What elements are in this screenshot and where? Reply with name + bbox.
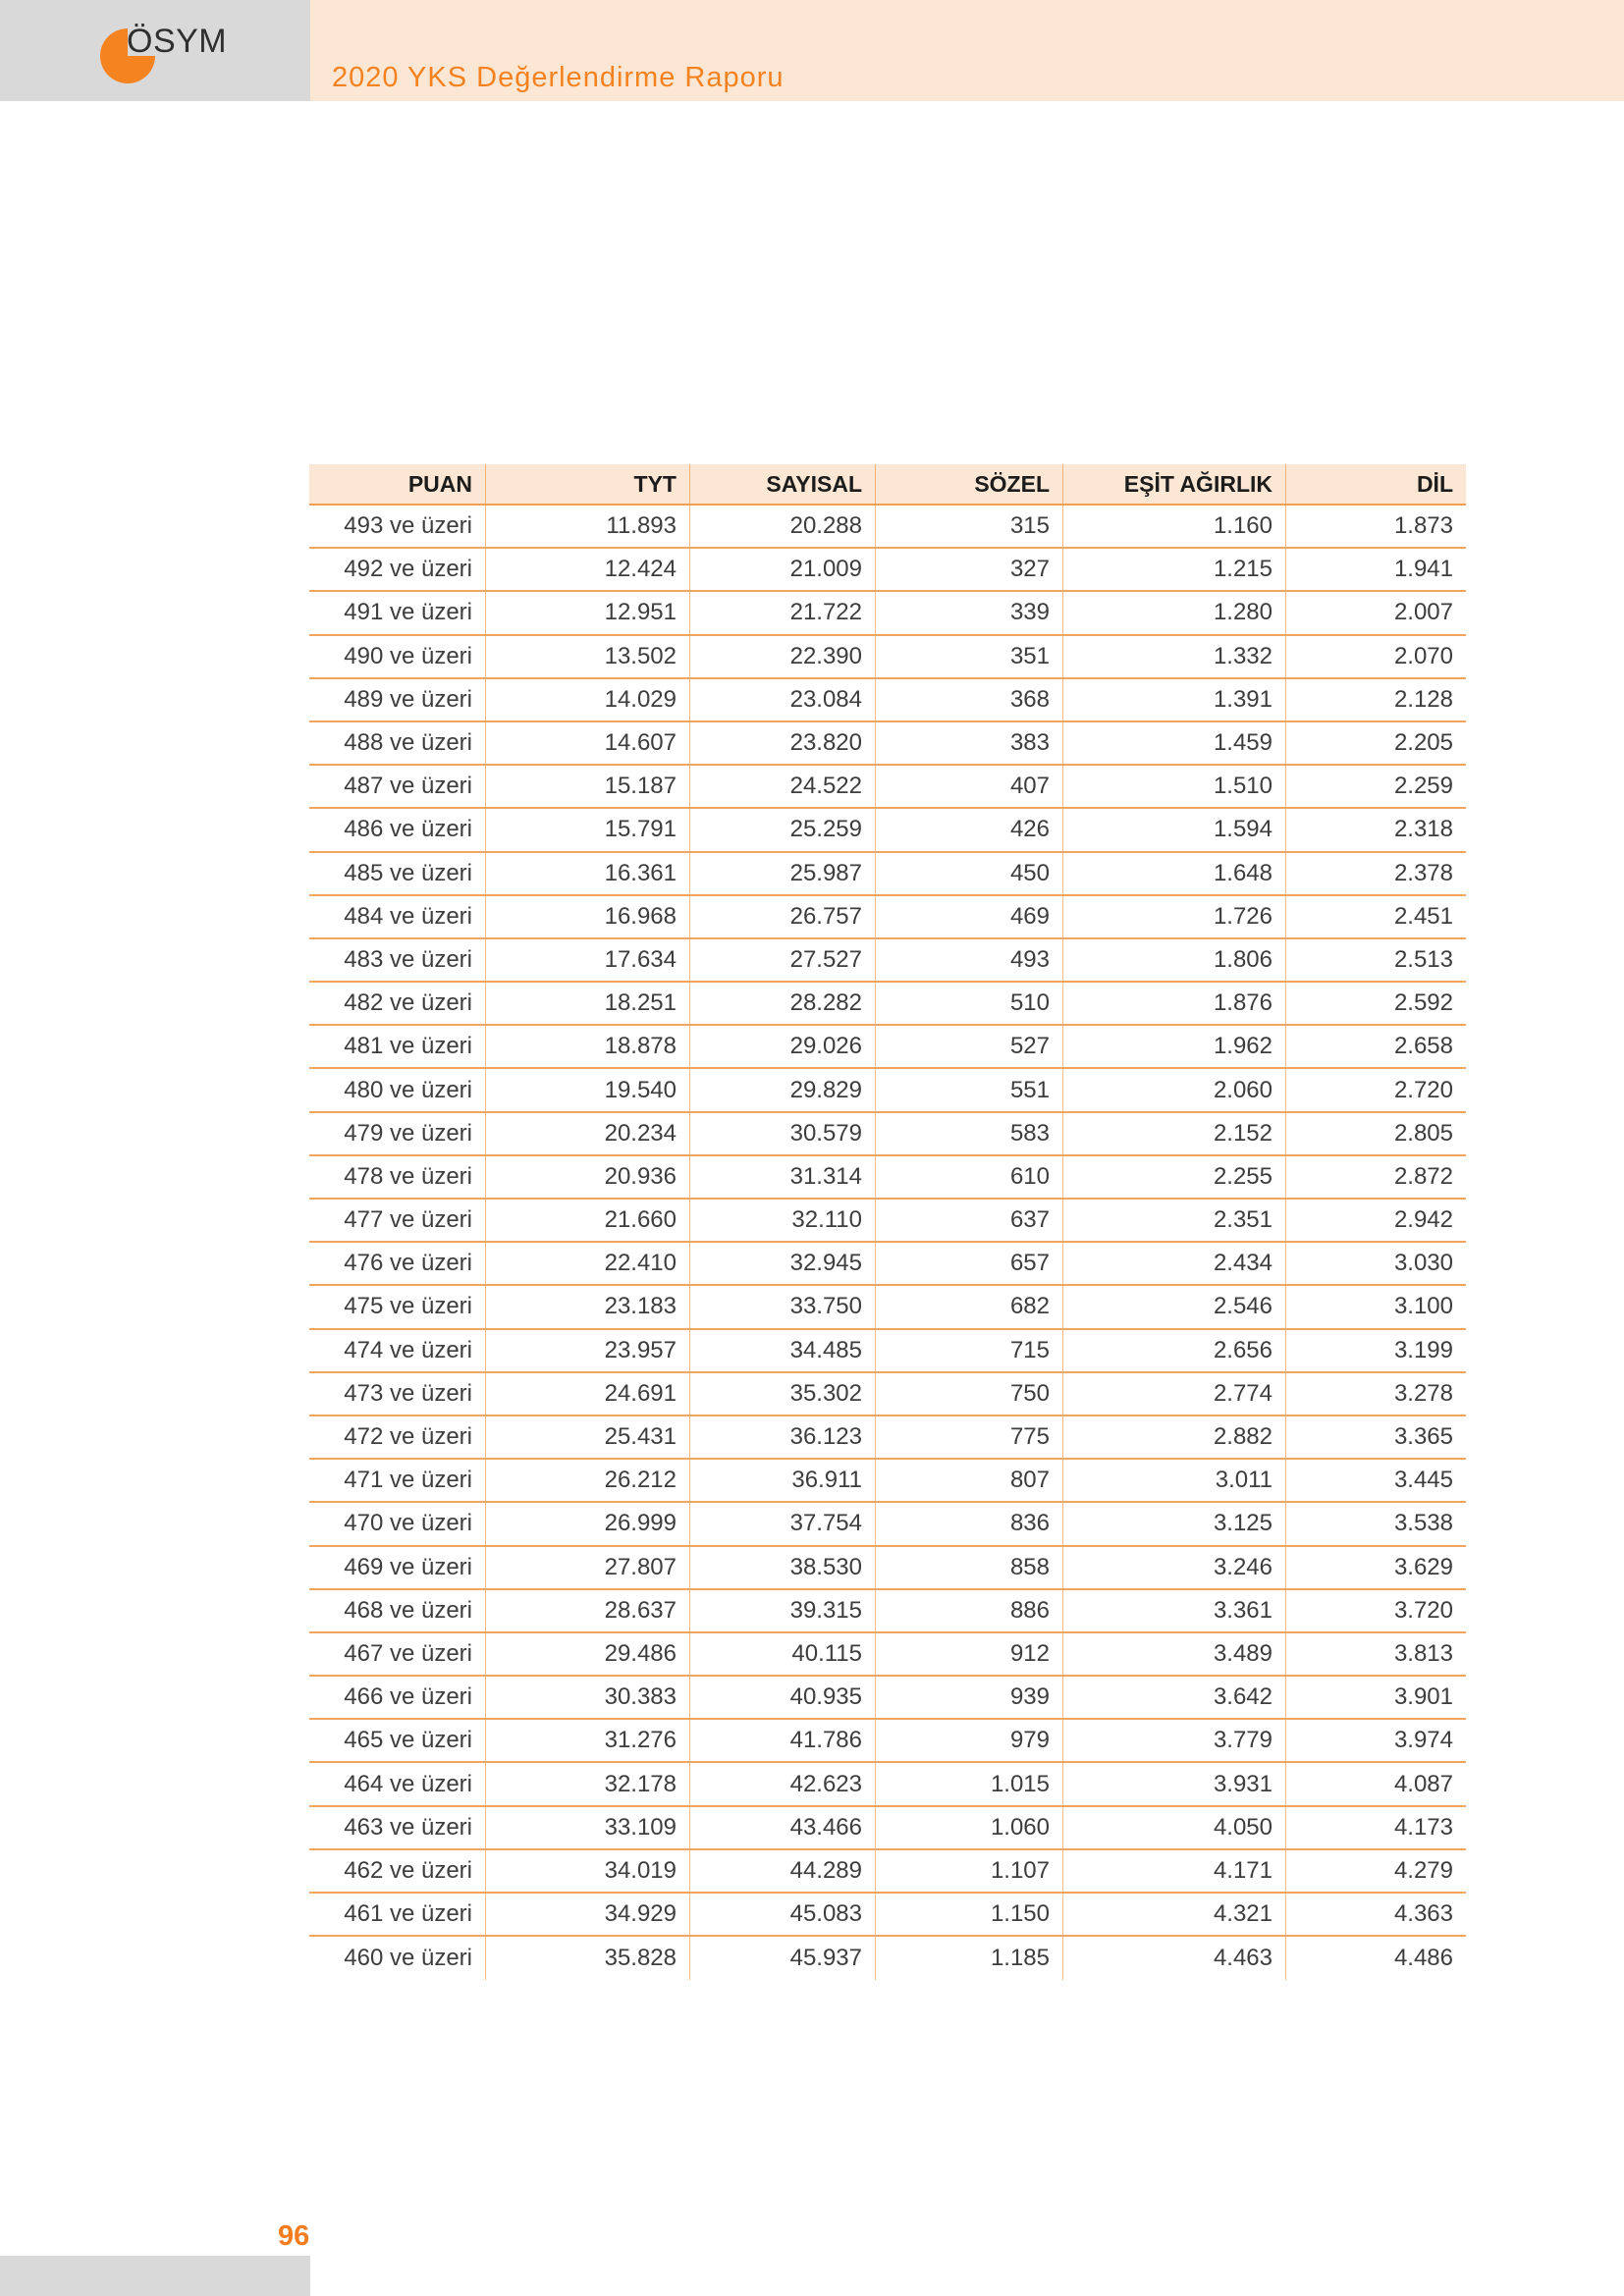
count-cell: 18.878 xyxy=(486,1026,690,1069)
report-title: 2020 YKS Değerlendirme Raporu xyxy=(332,62,785,93)
count-cell: 31.276 xyxy=(486,1720,690,1763)
score-range-cell: 475 ve üzeri xyxy=(309,1286,486,1329)
osym-logo-text: ÖSYM xyxy=(127,23,228,60)
table-row xyxy=(309,1026,1466,1069)
count-cell: 339 xyxy=(876,592,1063,635)
count-cell: 3.901 xyxy=(1286,1677,1466,1720)
count-cell: 12.424 xyxy=(486,549,690,592)
count-cell: 35.302 xyxy=(690,1373,876,1416)
count-cell: 45.937 xyxy=(690,1937,876,1980)
footer-gray-bar xyxy=(0,2256,310,2296)
count-cell: 22.410 xyxy=(486,1243,690,1286)
count-cell: 36.123 xyxy=(690,1416,876,1460)
table-row xyxy=(309,1807,1466,1850)
count-cell: 2.351 xyxy=(1063,1200,1286,1243)
table-row xyxy=(309,939,1466,983)
count-cell: 20.936 xyxy=(486,1156,690,1200)
table-row xyxy=(309,1373,1466,1416)
score-range-cell: 478 ve üzeri xyxy=(309,1156,486,1200)
score-range-cell: 466 ve üzeri xyxy=(309,1677,486,1720)
count-cell: 510 xyxy=(876,983,1063,1026)
count-cell: 3.813 xyxy=(1286,1633,1466,1677)
count-cell: 16.361 xyxy=(486,853,690,896)
table-row xyxy=(309,1850,1466,1894)
count-cell: 22.390 xyxy=(690,636,876,679)
score-range-cell: 484 ve üzeri xyxy=(309,896,486,939)
count-cell: 527 xyxy=(876,1026,1063,1069)
count-cell: 16.968 xyxy=(486,896,690,939)
count-cell: 45.083 xyxy=(690,1894,876,1937)
count-cell: 14.029 xyxy=(486,679,690,722)
count-cell: 383 xyxy=(876,722,1063,766)
count-cell: 3.011 xyxy=(1063,1460,1286,1503)
count-cell: 1.215 xyxy=(1063,549,1286,592)
count-cell: 858 xyxy=(876,1547,1063,1590)
count-cell: 351 xyxy=(876,636,1063,679)
count-cell: 30.383 xyxy=(486,1677,690,1720)
count-cell: 28.282 xyxy=(690,983,876,1026)
table-row xyxy=(309,1330,1466,1373)
score-range-cell: 485 ve üzeri xyxy=(309,853,486,896)
count-cell: 13.502 xyxy=(486,636,690,679)
score-range-cell: 474 ve üzeri xyxy=(309,1330,486,1373)
count-cell: 34.485 xyxy=(690,1330,876,1373)
count-cell: 12.951 xyxy=(486,592,690,635)
count-cell: 1.332 xyxy=(1063,636,1286,679)
column-header: SÖZEL xyxy=(876,464,1063,506)
table-row xyxy=(309,1156,1466,1200)
count-cell: 19.540 xyxy=(486,1069,690,1112)
count-cell: 15.791 xyxy=(486,809,690,852)
count-cell: 2.318 xyxy=(1286,809,1466,852)
count-cell: 24.522 xyxy=(690,766,876,809)
score-range-cell: 492 ve üzeri xyxy=(309,549,486,592)
count-cell: 25.431 xyxy=(486,1416,690,1460)
count-cell: 1.107 xyxy=(876,1850,1063,1894)
column-header: TYT xyxy=(486,464,690,506)
count-cell: 2.882 xyxy=(1063,1416,1286,1460)
count-cell: 407 xyxy=(876,766,1063,809)
count-cell: 1.150 xyxy=(876,1894,1063,1937)
score-range-cell: 460 ve üzeri xyxy=(309,1937,486,1980)
count-cell: 807 xyxy=(876,1460,1063,1503)
score-table-head xyxy=(309,464,1466,506)
score-range-cell: 462 ve üzeri xyxy=(309,1850,486,1894)
count-cell: 979 xyxy=(876,1720,1063,1763)
count-cell: 4.463 xyxy=(1063,1937,1286,1980)
table-row xyxy=(309,1590,1466,1633)
count-cell: 35.828 xyxy=(486,1937,690,1980)
count-cell: 3.445 xyxy=(1286,1460,1466,1503)
count-cell: 18.251 xyxy=(486,983,690,1026)
score-range-cell: 469 ve üzeri xyxy=(309,1547,486,1590)
count-cell: 1.876 xyxy=(1063,983,1286,1026)
count-cell: 1.941 xyxy=(1286,549,1466,592)
count-cell: 3.931 xyxy=(1063,1763,1286,1806)
table-row xyxy=(309,1763,1466,1806)
count-cell: 775 xyxy=(876,1416,1063,1460)
count-cell: 3.974 xyxy=(1286,1720,1466,1763)
count-cell: 15.187 xyxy=(486,766,690,809)
score-range-cell: 493 ve üzeri xyxy=(309,506,486,549)
count-cell: 43.466 xyxy=(690,1807,876,1850)
table-row xyxy=(309,1503,1466,1546)
count-cell: 750 xyxy=(876,1373,1063,1416)
count-cell: 3.489 xyxy=(1063,1633,1286,1677)
count-cell: 469 xyxy=(876,896,1063,939)
count-cell: 2.592 xyxy=(1286,983,1466,1026)
count-cell: 2.451 xyxy=(1286,896,1466,939)
count-cell: 32.178 xyxy=(486,1763,690,1806)
count-cell: 1.280 xyxy=(1063,592,1286,635)
column-header: PUAN xyxy=(309,464,486,506)
count-cell: 26.212 xyxy=(486,1460,690,1503)
count-cell: 23.183 xyxy=(486,1286,690,1329)
count-cell: 327 xyxy=(876,549,1063,592)
column-header: EŞİT AĞIRLIK xyxy=(1063,464,1286,506)
table-row xyxy=(309,1286,1466,1329)
count-cell: 4.321 xyxy=(1063,1894,1286,1937)
count-cell: 682 xyxy=(876,1286,1063,1329)
count-cell: 368 xyxy=(876,679,1063,722)
count-cell: 4.486 xyxy=(1393,1945,1453,1972)
count-cell: 29.486 xyxy=(486,1633,690,1677)
count-cell: 34.929 xyxy=(486,1894,690,1937)
count-cell: 3.779 xyxy=(1063,1720,1286,1763)
score-range-cell: 486 ve üzeri xyxy=(309,809,486,852)
count-cell: 2.007 xyxy=(1286,592,1466,635)
count-cell: 493 xyxy=(876,939,1063,983)
table-row xyxy=(309,1460,1466,1503)
count-cell: 836 xyxy=(876,1503,1063,1546)
table-row xyxy=(309,1894,1466,1937)
count-cell: 2.434 xyxy=(1063,1243,1286,1286)
score-range-cell: 477 ve üzeri xyxy=(309,1200,486,1243)
count-cell: 40.935 xyxy=(690,1677,876,1720)
count-cell: 27.807 xyxy=(486,1547,690,1590)
count-cell: 3.100 xyxy=(1286,1286,1466,1329)
count-cell: 4.050 xyxy=(1063,1807,1286,1850)
count-cell: 29.026 xyxy=(690,1026,876,1069)
table-row xyxy=(309,636,1466,679)
count-cell: 41.786 xyxy=(690,1720,876,1763)
count-cell: 657 xyxy=(876,1243,1063,1286)
count-cell: 3.246 xyxy=(1063,1547,1286,1590)
count-cell: 37.754 xyxy=(690,1503,876,1546)
score-range-cell: 470 ve üzeri xyxy=(309,1503,486,1546)
count-cell: 25.259 xyxy=(690,809,876,852)
count-cell: 2.513 xyxy=(1286,939,1466,983)
score-range-cell: 483 ve üzeri xyxy=(309,939,486,983)
count-cell: 17.634 xyxy=(486,939,690,983)
count-cell: 20.288 xyxy=(690,506,876,549)
count-cell: 3.629 xyxy=(1286,1547,1466,1590)
score-range-cell: 473 ve üzeri xyxy=(309,1373,486,1416)
header-gray-panel xyxy=(0,0,310,101)
count-cell: 3.030 xyxy=(1286,1243,1466,1286)
score-range-cell: 491 ve üzeri xyxy=(309,592,486,635)
table-row xyxy=(309,1720,1466,1763)
score-range-cell: 472 ve üzeri xyxy=(309,1416,486,1460)
table-row xyxy=(309,549,1466,592)
count-cell: 886 xyxy=(876,1590,1063,1633)
count-cell: 1.806 xyxy=(1063,939,1286,983)
count-cell: 32.945 xyxy=(690,1243,876,1286)
count-cell: 36.911 xyxy=(690,1460,876,1503)
count-cell: 637 xyxy=(876,1200,1063,1243)
count-cell: 1.510 xyxy=(1063,766,1286,809)
header-peach-panel xyxy=(310,0,1624,101)
count-cell: 39.315 xyxy=(690,1590,876,1633)
count-cell: 583 xyxy=(876,1113,1063,1156)
table-row xyxy=(309,853,1466,896)
count-cell: 1.160 xyxy=(1063,506,1286,549)
score-range-cell: 464 ve üzeri xyxy=(309,1763,486,1806)
count-cell: 2.774 xyxy=(1063,1373,1286,1416)
count-cell: 1.873 xyxy=(1286,506,1466,549)
count-cell: 2.378 xyxy=(1286,853,1466,896)
count-cell: 30.579 xyxy=(690,1113,876,1156)
table-row xyxy=(309,506,1466,549)
count-cell: 33.109 xyxy=(486,1807,690,1850)
score-range-cell: 463 ve üzeri xyxy=(309,1807,486,1850)
count-cell: 4.087 xyxy=(1286,1763,1466,1806)
table-row xyxy=(309,1113,1466,1156)
count-cell: 3.720 xyxy=(1286,1590,1466,1633)
count-cell: 610 xyxy=(876,1156,1063,1200)
count-cell: 715 xyxy=(876,1330,1063,1373)
score-range-cell: 489 ve üzeri xyxy=(309,679,486,722)
count-cell: 3.125 xyxy=(1063,1503,1286,1546)
count-cell: 2.259 xyxy=(1286,766,1466,809)
count-cell: 42.623 xyxy=(690,1763,876,1806)
count-cell: 2.872 xyxy=(1286,1156,1466,1200)
count-cell: 2.152 xyxy=(1063,1113,1286,1156)
count-cell: 34.019 xyxy=(486,1850,690,1894)
count-cell: 1.185 xyxy=(876,1937,1063,1980)
count-cell: 23.820 xyxy=(690,722,876,766)
count-cell: 31.314 xyxy=(690,1156,876,1200)
score-range-cell: 476 ve üzeri xyxy=(309,1243,486,1286)
count-cell: 14.607 xyxy=(486,722,690,766)
count-cell: 2.942 xyxy=(1286,1200,1466,1243)
table-row xyxy=(309,1069,1466,1112)
count-cell: 939 xyxy=(876,1677,1063,1720)
count-cell: 4.173 xyxy=(1286,1807,1466,1850)
table-row xyxy=(309,983,1466,1026)
score-table-body xyxy=(309,506,1466,1980)
count-cell: 21.722 xyxy=(690,592,876,635)
count-cell: 25.987 xyxy=(690,853,876,896)
count-cell: 23.957 xyxy=(486,1330,690,1373)
table-row xyxy=(309,1677,1466,1720)
count-cell: 4.171 xyxy=(1063,1850,1286,1894)
count-cell: 29.829 xyxy=(690,1069,876,1112)
count-cell: 21.660 xyxy=(486,1200,690,1243)
count-cell: 2.060 xyxy=(1063,1069,1286,1112)
score-table xyxy=(309,464,1466,1980)
table-row xyxy=(309,1547,1466,1590)
count-cell: 551 xyxy=(876,1069,1063,1112)
count-cell: 11.893 xyxy=(486,506,690,549)
osym-logo xyxy=(100,23,228,83)
table-row xyxy=(309,1200,1466,1243)
table-row xyxy=(309,1416,1466,1460)
count-cell: 4.279 xyxy=(1286,1850,1466,1894)
count-cell: 20.234 xyxy=(486,1113,690,1156)
count-cell: 44.289 xyxy=(690,1850,876,1894)
count-cell: 2.255 xyxy=(1063,1156,1286,1200)
count-cell: 1.962 xyxy=(1063,1026,1286,1069)
score-range-cell: 481 ve üzeri xyxy=(309,1026,486,1069)
count-cell: 1.594 xyxy=(1063,809,1286,852)
table-row xyxy=(309,592,1466,635)
score-range-cell: 488 ve üzeri xyxy=(309,722,486,766)
table-row xyxy=(309,1243,1466,1286)
score-range-cell: 480 ve üzeri xyxy=(309,1069,486,1112)
count-cell: 2.658 xyxy=(1286,1026,1466,1069)
count-cell: 3.361 xyxy=(1063,1590,1286,1633)
count-cell: 450 xyxy=(876,853,1063,896)
header-band xyxy=(0,0,1624,101)
count-cell: 4.363 xyxy=(1286,1894,1466,1937)
count-cell: 3.199 xyxy=(1286,1330,1466,1373)
table-row xyxy=(309,1633,1466,1677)
count-cell: 1.015 xyxy=(876,1763,1063,1806)
table-row xyxy=(309,722,1466,766)
page-number: 96 xyxy=(278,2220,310,2252)
count-cell: 3.642 xyxy=(1063,1677,1286,1720)
table-row xyxy=(309,1937,1466,1980)
count-cell: 26.999 xyxy=(486,1503,690,1546)
count-cell: 21.009 xyxy=(690,549,876,592)
count-cell: 426 xyxy=(876,809,1063,852)
count-cell: 33.750 xyxy=(690,1286,876,1329)
count-cell: 2.546 xyxy=(1063,1286,1286,1329)
count-cell: 32.110 xyxy=(690,1200,876,1243)
count-cell: 1.060 xyxy=(876,1807,1063,1850)
count-cell: 2.656 xyxy=(1063,1330,1286,1373)
count-cell: 2.070 xyxy=(1286,636,1466,679)
count-cell: 26.757 xyxy=(690,896,876,939)
table-row xyxy=(309,896,1466,939)
count-cell: 27.527 xyxy=(690,939,876,983)
column-header: SAYISAL xyxy=(690,464,876,506)
count-cell: 24.691 xyxy=(486,1373,690,1416)
count-cell: 38.530 xyxy=(690,1547,876,1590)
score-range-cell: 479 ve üzeri xyxy=(309,1113,486,1156)
score-range-cell: 482 ve üzeri xyxy=(309,983,486,1026)
score-range-cell: 490 ve üzeri xyxy=(309,636,486,679)
count-cell: 315 xyxy=(876,506,1063,549)
count-cell: 40.115 xyxy=(690,1633,876,1677)
table-row xyxy=(309,766,1466,809)
score-range-cell: 487 ve üzeri xyxy=(309,766,486,809)
count-cell: 2.720 xyxy=(1286,1069,1466,1112)
table-row xyxy=(309,809,1466,852)
count-cell: 1.648 xyxy=(1063,853,1286,896)
count-cell: 23.084 xyxy=(690,679,876,722)
score-range-cell: 467 ve üzeri xyxy=(309,1633,486,1677)
count-cell: 1.459 xyxy=(1063,722,1286,766)
score-range-cell: 468 ve üzeri xyxy=(309,1590,486,1633)
score-range-cell: 461 ve üzeri xyxy=(309,1894,486,1937)
count-cell: 1.726 xyxy=(1063,896,1286,939)
score-range-cell: 465 ve üzeri xyxy=(309,1720,486,1763)
score-range-cell: 471 ve üzeri xyxy=(309,1460,486,1503)
count-cell: 2.128 xyxy=(1286,679,1466,722)
column-header: DİL xyxy=(1286,464,1466,506)
count-cell: 1.391 xyxy=(1063,679,1286,722)
count-cell: 28.637 xyxy=(486,1590,690,1633)
count-cell: 912 xyxy=(876,1633,1063,1677)
count-cell: 3.538 xyxy=(1286,1503,1466,1546)
count-cell: 3.365 xyxy=(1286,1416,1466,1460)
table-header-row xyxy=(309,464,1466,506)
count-cell: 2.205 xyxy=(1286,722,1466,766)
count-cell: 2.805 xyxy=(1286,1113,1466,1156)
count-cell: 3.278 xyxy=(1286,1373,1466,1416)
table-row xyxy=(309,679,1466,722)
